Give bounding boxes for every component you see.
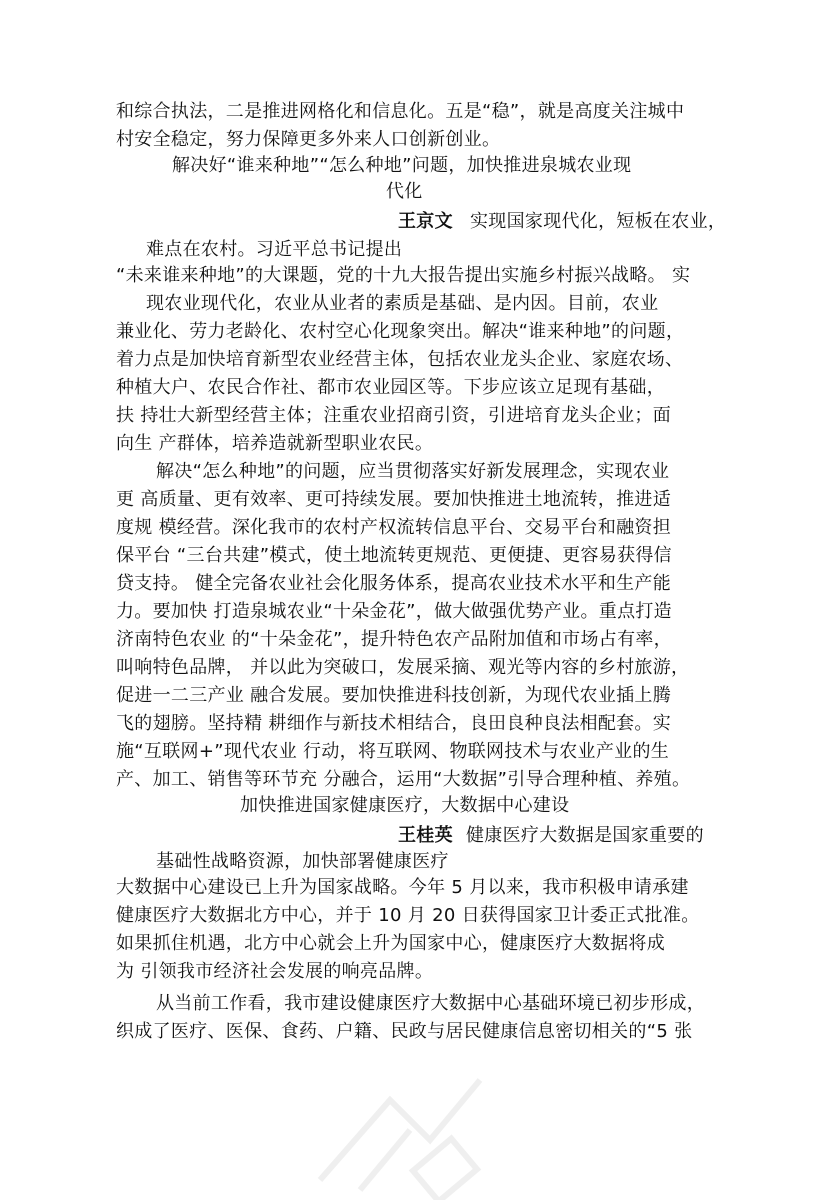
paragraph-line: 为 引领我市经济社会发展的响亮品牌。: [116, 961, 434, 982]
paragraph-line: 难点在农村。习近平总书记提出: [146, 239, 403, 260]
paragraph-line: 产、加工、销售等环节充 分融合，运用“大数据”引导合理种植、养殖。: [116, 769, 691, 790]
paragraph-line: 促进一二三产业 融合发展。要加快推进科技创新，为现代农业插上腾: [116, 685, 672, 706]
paragraph-line: 叫响特色品牌， 并以此为突破口，发展采摘、观光等内容的乡村旅游，: [116, 657, 690, 678]
paragraph-line: 飞的翅膀。坚持精 耕细作与新技术相结合，良田良种良法相配套。实: [116, 713, 672, 734]
paragraph-line: 解决“怎么种地”的问题，应当贯彻落实好新发展理念，实现农业: [156, 461, 670, 482]
paragraph-line: 大数据中心建设已上升为国家战略。今年 5 月以来，我市积极申请承建: [116, 877, 689, 898]
paragraph-line: 如果抓住机遇，北方中心就会上升为国家中心，健康医疗大数据将成: [116, 933, 665, 954]
paragraph-line: 从当前工作看，我市建设健康医疗大数据中心基础环境已初步形成，: [156, 993, 705, 1014]
paragraph-line: 更 高质量、更有效率、更可持续发展。要加快推进土地流转，推进适: [116, 489, 672, 510]
watermark-icon: [300, 1060, 500, 1200]
paragraph-line: 着力点是加快培育新型农业经营主体，包括农业龙头企业、家庭农场、: [116, 349, 684, 370]
paragraph-line: 力。要加快 打造泉城农业“十朵金花”，做大做强优势产业。重点打造: [116, 601, 672, 622]
author-name: 王京文: [398, 211, 453, 232]
paragraph-line: 现农业现代化，农业从业者的素质是基础、是内因。目前，农业: [146, 293, 659, 314]
paragraph-line: 实现国家现代化，短板在农业，: [470, 211, 727, 232]
paragraph-line: 健康医疗大数据是国家重要的: [466, 825, 704, 846]
paragraph-line: 兼业化、劳力老龄化、农村空心化现象突出。解决“谁来种地”的问题，: [116, 321, 685, 342]
paragraph-line: 和综合执法，二是推进网格化和信息化。五是“稳”，就是高度关注城中: [116, 101, 685, 122]
paragraph-line: 村安全稳定，努力保障更多外来人口创新创业。: [116, 129, 501, 150]
author-name: 王桂英: [398, 825, 453, 846]
section-title: 加快推进国家健康医疗，大数据中心建设: [240, 795, 570, 816]
paragraph-line: 保平台 “三台共建”模式，使土地流转更规范、更便捷、更容易获得信: [116, 545, 672, 566]
paragraph-line: 基础性战略资源，加快部署健康医疗: [156, 851, 449, 872]
paragraph-line: 贷支持。 健全完备农业社会化服务体系，提高农业技术水平和生产能: [116, 573, 672, 594]
paragraph-line: 度规 模经营。深化我市的农村产权流转信息平台、交易平台和融资担: [116, 517, 672, 538]
section-title: 代化: [386, 181, 423, 202]
paragraph-line: 健康医疗大数据北方中心，并于 10 月 20 日获得国家卫计委正式批准。: [116, 905, 700, 926]
paragraph-line: “未来谁来种地”的大课题，党的十九大报告提出实施乡村振兴战略。 实: [116, 265, 691, 286]
paragraph-line: 扶 持壮大新型经营主体；注重农业招商引资，引进培育龙头企业；面: [116, 405, 672, 426]
paragraph-line: 种植大户、农民合作社、都市农业园区等。下步应该立足现有基础，: [116, 377, 665, 398]
paragraph-line: 向生 产群体，培养造就新型职业农民。: [116, 433, 434, 454]
paragraph-line: 施“互联网+”现代农业 行动，将互联网、物联网技术与农业产业的生: [116, 741, 670, 762]
paragraph-line: 织成了医疗、医保、食药、户籍、民政与居民健康信息密切相关的“5 张: [116, 1021, 693, 1042]
paragraph-line: 济南特色农业 的“十朵金花”，提升特色农产品附加值和市场占有率，: [116, 629, 672, 650]
section-title: 解决好“谁来种地”“怎么种地”问题，加快推进泉城农业现: [172, 155, 632, 176]
